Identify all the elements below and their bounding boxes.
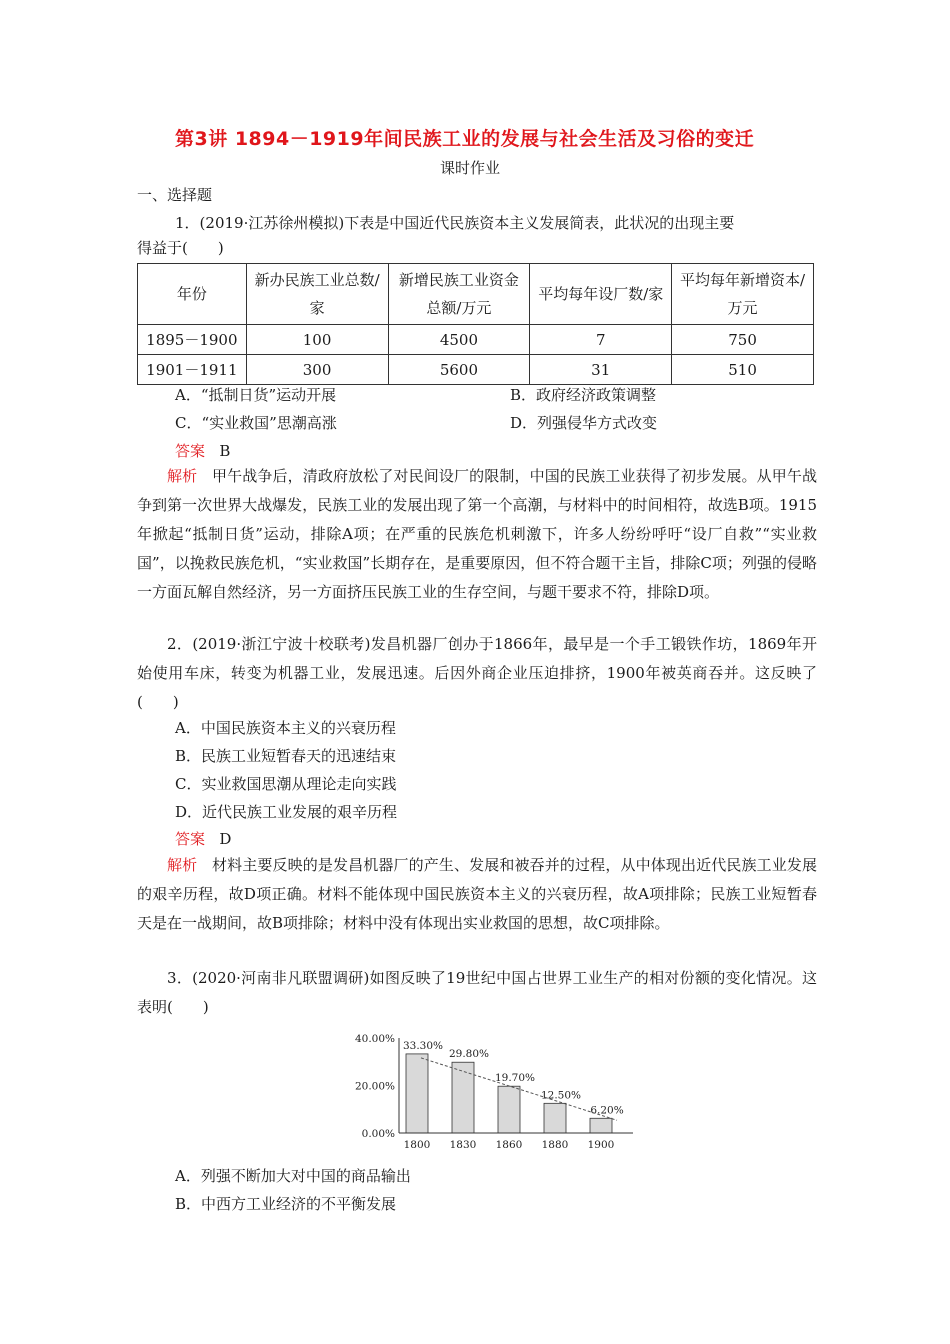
- table-header-cell: 平均每年设厂数/家: [530, 264, 672, 325]
- q2-option-c: C．实业救国思潮从理论走向实践: [175, 775, 397, 793]
- table-header-cell: 新办民族工业总数/家: [246, 264, 388, 325]
- analysis-text: 材料主要反映的是发昌机器厂的产生、发展和被吞并的过程，从中体现出近代民族工业发展的艰辛历程，故D项正确。材料不能体现中国民族资本主义的兴衰历程，故A项排除；民族工业短暂春天是在一战期间，故B项排除；材料中没有体现出实业救国的思想，故C项排除。: [137, 856, 817, 932]
- q2-answer: [175, 829, 231, 849]
- table-cell: 7: [530, 325, 672, 355]
- x-tick-label: 1800: [403, 1139, 431, 1151]
- bar: [452, 1062, 474, 1133]
- y-tick-label: 0.00%: [361, 1128, 395, 1140]
- table-cell: 510: [672, 355, 814, 385]
- x-tick-label: 1900: [587, 1139, 615, 1151]
- q1-option-c: C．“实业救国”思潮高涨: [175, 414, 337, 432]
- data-label: 29.80%: [448, 1048, 490, 1061]
- q1-stem-line1: 1．(2019·江苏徐州模拟)下表是中国近代民族资本主义发展简表，此状况的出现主要: [175, 214, 735, 232]
- q2-option-d: D．近代民族工业发展的艰辛历程: [175, 803, 398, 821]
- q3-option-a: A．列强不断加大对中国的商品输出: [175, 1167, 411, 1185]
- q1-data-table: [137, 263, 814, 385]
- bar: [544, 1103, 566, 1133]
- q1-stem-line2: 得益于( ): [137, 239, 224, 257]
- data-label: 6.20%: [590, 1104, 624, 1117]
- answer-value: D: [219, 830, 232, 848]
- y-tick-label: 20.00%: [354, 1080, 395, 1093]
- table-header-cell: 平均每年新增资本/万元: [672, 264, 814, 325]
- q2-analysis: [137, 851, 817, 938]
- page-subtitle: 课时作业: [440, 159, 501, 177]
- q1-answer: [175, 441, 230, 461]
- table-cell: 1895－1900: [138, 325, 247, 355]
- answer-label: 答案: [175, 830, 206, 848]
- analysis-text: 甲午战争后，清政府放松了对民间设厂的限制，中国的民族工业获得了初步发展。从甲午战争到第一次世界大战爆发，民族工业的发展出现了第一个高潮，与材料中的时间相符，故选B项。1915年掀起“抵制日货”运动，排除A项；在严重的民族危机刺激下，许多人纷纷呼吁“设厂自救”“实业救国”，以挽救民族危机，“实业救国”长期存在，是重要原因，但不符合题干主旨，排除C项；列强的侵略一方面瓦解自然经济，另一方面挤压民族工业的生存空间，与题干要求不符，排除D项。: [137, 467, 817, 601]
- table-cell: 31: [530, 355, 672, 385]
- industry-share-chart: [345, 1030, 635, 1155]
- q2-option-b: B．民族工业短暂春天的迅速结束: [175, 747, 397, 765]
- analysis-label: 解析: [167, 467, 198, 485]
- table-header-cell: 新增民族工业资金总额/万元: [388, 264, 530, 325]
- data-label: 19.70%: [494, 1072, 536, 1085]
- q2-option-a: A．中国民族资本主义的兴衰历程: [175, 719, 396, 737]
- x-tick-label: 1830: [449, 1139, 477, 1151]
- q1-option-a: A．“抵制日货”运动开展: [175, 386, 337, 404]
- analysis-label: 解析: [167, 856, 198, 874]
- table-cell: 100: [246, 325, 388, 355]
- table-header-cell: 年份: [138, 264, 247, 325]
- bar: [590, 1118, 612, 1133]
- answer-label: 答案: [175, 442, 206, 460]
- table-row: [138, 355, 814, 385]
- data-label: 33.30%: [402, 1039, 444, 1052]
- q2-stem: 2．(2019·浙江宁波十校联考)发昌机器厂创办于1866年，最早是一个手工锻铁作坊，1869年开始使用车床，转变为机器工业，发展迅速。后因外商企业压迫排挤，1900年被英商吞并。这反映了( ): [137, 635, 817, 711]
- bar: [498, 1086, 520, 1133]
- x-tick-label: 1880: [541, 1139, 569, 1151]
- data-label: 12.50%: [540, 1089, 582, 1102]
- bar: [406, 1054, 428, 1133]
- page-title: 第3讲 1894－1919年间民族工业的发展与社会生活及习俗的变迁: [175, 128, 755, 150]
- q1-analysis: [137, 462, 817, 607]
- section-heading: 一、选择题: [137, 186, 213, 204]
- q1-option-d: D．列强侵华方式改变: [510, 414, 658, 432]
- answer-value: B: [219, 442, 231, 460]
- q3-stem: 3．(2020·河南非凡联盟调研)如图反映了19世纪中国占世界工业生产的相对份额的变化情况。这表明( ): [137, 969, 817, 1016]
- table-cell: 300: [246, 355, 388, 385]
- table-cell: 750: [672, 325, 814, 355]
- q1-option-b: B．政府经济政策调整: [510, 386, 657, 404]
- table-cell: 5600: [388, 355, 530, 385]
- table-cell: 4500: [388, 325, 530, 355]
- table-header-row: [138, 264, 814, 325]
- table-row: [138, 325, 814, 355]
- table-cell: 1901－1911: [138, 355, 247, 385]
- x-tick-label: 1860: [495, 1139, 523, 1151]
- y-tick-label: 40.00%: [354, 1033, 395, 1045]
- q3-option-b: B．中西方工业经济的不平衡发展: [175, 1195, 397, 1213]
